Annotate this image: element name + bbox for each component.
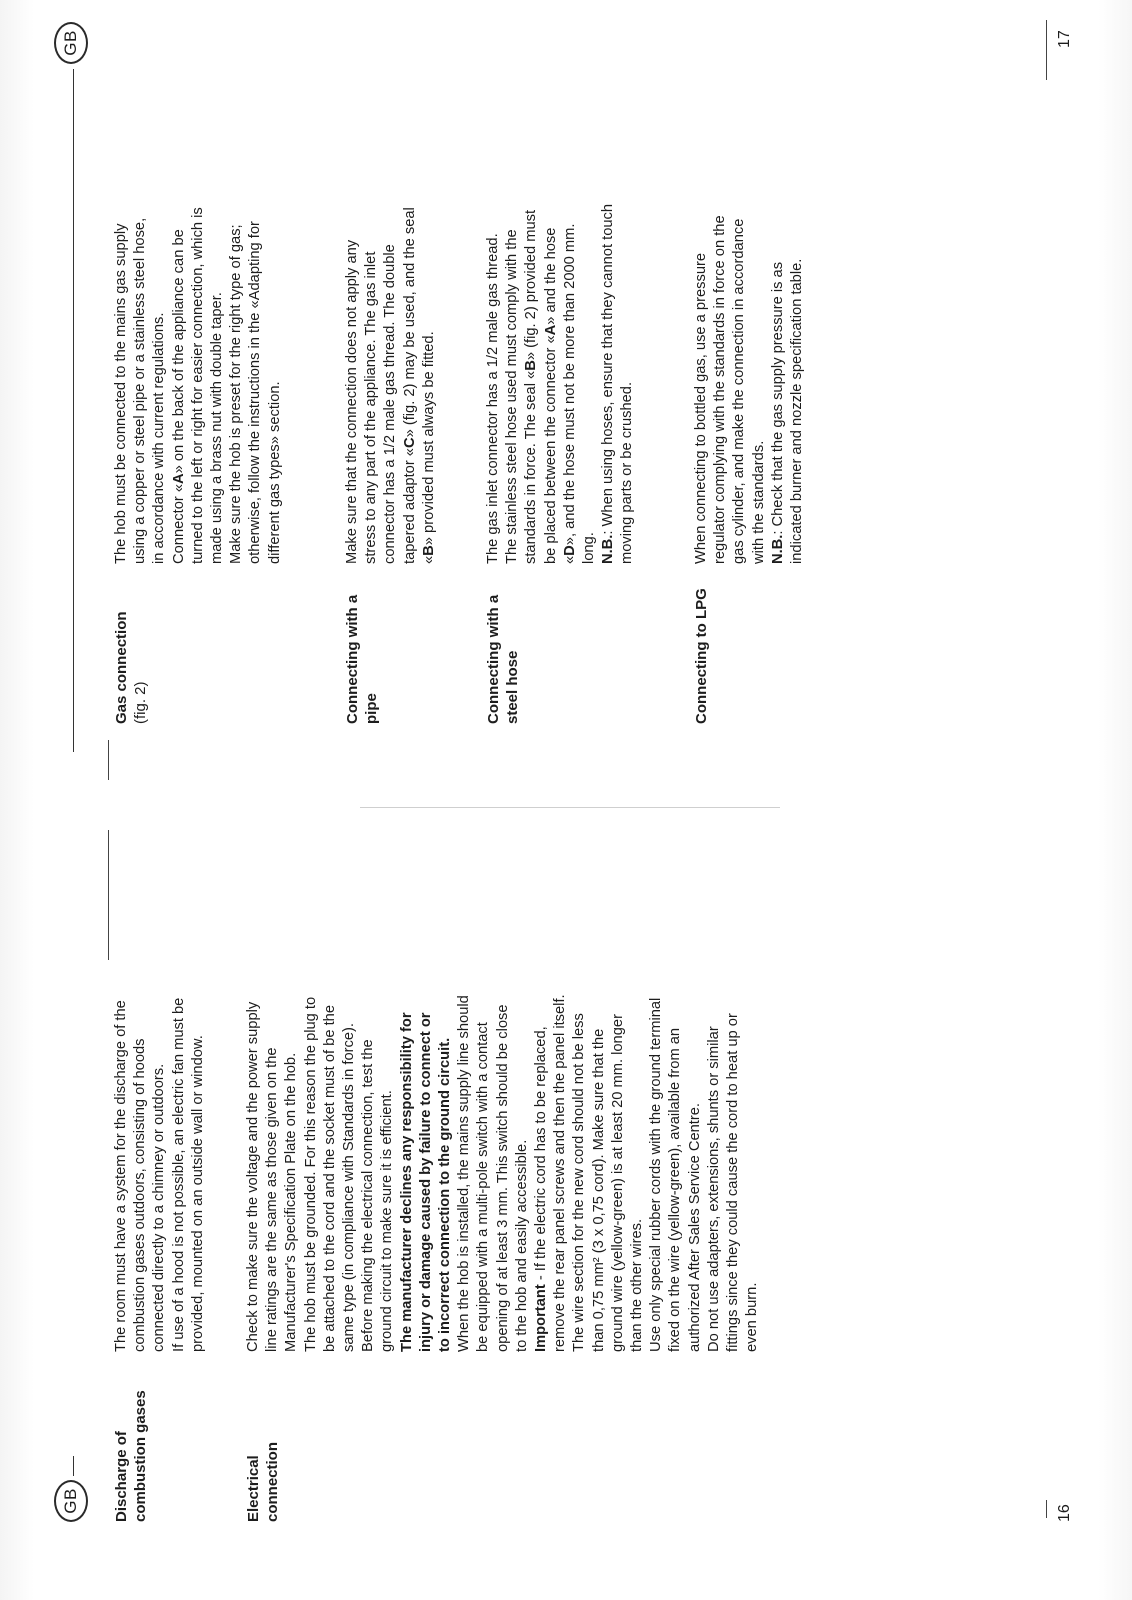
text-run: Check to make sure the voltage and the power supply [245,1001,261,1352]
text-run: turned to the left or right for easier connection, which is [189,207,206,564]
section-body [244,994,762,1352]
text-run: than 0,75 mm² (3 x 0,75 cord). Make sure that the [590,1028,607,1352]
text-run: Manufacturer's Specification Plate on the hob. [283,1052,300,1352]
text-line [359,994,378,1352]
text-line [150,207,169,564]
section-heading: Electrical connection [245,1441,281,1522]
text-line [246,207,265,564]
section-heading: Connecting with a steel hose [485,594,521,724]
text-run: be equipped with a multi-pole switch with a contact [475,1022,492,1352]
text-run: When the hob is installed, the mains supply line should [456,995,473,1352]
text-run: The stainless steel hose used must comply with the [504,229,521,564]
text-run: connected directly to a chimney or outdoors. [151,1063,168,1352]
text-line [590,994,609,1352]
bottom-rule [1046,1500,1047,1518]
text-line [112,998,131,1352]
text-run: long. [581,532,598,564]
text-run: : When using hoses, ensure that they cannot touch [600,203,617,535]
section-heading: Connecting with a pipe [344,594,380,724]
bold-run: B [420,545,437,556]
text-line [705,994,724,1352]
text-line [343,207,362,564]
text-run: same type (in compliance with Standards in force). [341,1023,358,1352]
section-heading: Discharge of combustion gases [113,1390,149,1522]
text-line [131,998,150,1352]
text-line [599,204,618,564]
text-run: indicated burner and nozzle specification table. [789,258,806,564]
text-line [420,207,439,564]
page-number: 17 [1056,30,1073,48]
text-line [570,994,589,1352]
text-line [494,994,513,1352]
text-run: The gas inlet connector has a 1/2 male gas thread. [485,233,501,564]
text-line [189,998,208,1352]
text-run: to the hob and easily accessible. [513,1139,530,1352]
text-line [170,998,189,1352]
text-line [561,204,580,564]
section-body [343,207,439,564]
bold-run: The manufacturer declines any responsibility for [398,1012,415,1352]
text-line [474,994,493,1352]
text-run: combustion gases outdoors, consisting of hoods [132,1038,149,1352]
text-run: Make sure the hob is preset for the right type of gas; [228,224,245,564]
text-line [730,215,749,564]
text-line [743,994,762,1352]
text-run: otherwise, follow the instructions in the «Adapting for [247,221,264,564]
text-run: », and the hose must not be more than 2000 mm. [561,223,578,546]
text-line [484,204,503,564]
page-17 [0,0,1132,780]
bold-run: B [523,360,540,371]
gutter-shadow [360,807,780,808]
section-body [112,998,208,1352]
text-run: provided, mounted on an outside wall or window. [189,1035,206,1352]
section-body [112,207,285,564]
text-run: » on the back of the appliance can be [170,229,187,474]
bold-run: Important [533,1284,550,1352]
bold-run: A [170,473,187,484]
text-line [362,207,381,564]
text-run: authorized After Sales Service Centre. [686,1103,703,1352]
header-rule [73,69,74,752]
heading-figure-ref: (fig. 2) [132,681,149,724]
text-run: Do not use adapters, extensions, shunts or similar [705,1026,722,1352]
text-line [417,994,436,1352]
bottom-rule [1046,20,1047,80]
text-run: When connecting to bottled gas, use a pressure [693,252,709,564]
heading-title: Gas connection [113,611,130,724]
bold-run: to incorrect connection to the ground circuit. [437,1037,454,1352]
text-run: using a copper or steel pipe or a stainless steel hose, [132,217,149,564]
text-run: with the standards. [750,440,767,564]
text-run: different gas types» section. [266,381,283,564]
text-run: made using a brass nut with double taper. [209,292,226,564]
text-line [340,994,359,1352]
text-line [551,994,570,1352]
text-run: « [420,555,437,564]
text-run: stress to any part of the appliance. The gas inlet [363,251,380,564]
text-run: be placed between the connector « [542,335,559,564]
text-line [436,994,455,1352]
text-line [282,994,301,1352]
text-run: » (fig. 2) may be used, and the seal [401,207,418,438]
text-run: : Check that the gas supply pressure is as [769,261,786,535]
text-run: » provided must always be fitted. [420,331,437,546]
text-line [227,207,246,564]
text-line [112,207,131,564]
text-line [302,994,321,1352]
text-line [503,204,522,564]
text-run: standards in force. The seal « [523,370,540,564]
text-run: » and the hose [542,227,559,325]
bold-run: C [401,437,418,449]
text-line [609,994,628,1352]
text-run: Use only special rubber cords with the ground terminal [648,997,665,1352]
text-run: gas cylinder, and make the connection in accordance [731,218,748,564]
text-line [263,994,282,1352]
text-line [711,215,730,564]
text-line [455,994,474,1352]
top-rule [108,740,109,780]
text-line [769,215,788,564]
text-line [513,994,532,1352]
text-line [170,207,189,564]
text-run: tapered adaptor « [401,448,418,564]
text-run: line ratings are the same as those given on the [264,1047,281,1352]
page-number: 16 [1056,1504,1073,1522]
gb-badge: GB [54,1480,88,1522]
text-run: remove the rear panel screws and then the panel itself. [552,994,569,1352]
text-line [398,994,417,1352]
text-run: opening of at least 3 mm. This switch should be close [494,1004,511,1352]
section-heading [112,574,150,724]
bold-run: N.B. [600,534,617,564]
text-line [750,215,769,564]
text-line [522,204,541,564]
text-run: connector has a 1/2 male gas thread. The double [382,244,399,564]
text-run: Before making the electrical connection, test the [360,1039,377,1352]
bold-run: N.B. [769,534,786,564]
text-run: even burn. [744,1282,761,1352]
text-line [788,215,807,564]
text-line [321,994,340,1352]
text-line [618,204,637,564]
text-line [131,207,150,564]
bold-run: injury or damage caused by failure to connect or [417,1012,434,1352]
text-run: than the other wires. [629,1218,646,1352]
text-line [532,994,551,1352]
text-run: in accordance with current regulations. [151,312,168,564]
text-line [647,994,666,1352]
section-heading: Connecting to LPG [693,588,710,724]
text-line [378,994,397,1352]
text-run: ground circuit to make sure it is efficient. [379,1090,396,1352]
text-run: fittings since they could cause the cord to heat up or [725,1013,742,1352]
text-run: Make sure that the connection does not apply any [344,239,360,564]
text-line [686,994,705,1352]
text-run: - If the electric cord has to be replaced, [533,1026,550,1285]
bold-run: A [542,324,559,336]
text-line [189,207,208,564]
text-run: fixed on the wire (yellow-green), available from an [667,1027,684,1352]
text-run: regulator complying with the standards in force on the [712,215,729,564]
text-run: Connector « [170,483,187,564]
text-line [692,215,711,564]
text-line [150,998,169,1352]
text-line [542,204,561,564]
text-run: The wire section for the new cord should not be less [571,1013,588,1352]
text-run: » (fig. 2) provided must [523,209,540,361]
text-line [244,994,263,1352]
text-run: If use of a hood is not possible, an electric fan must be [170,997,187,1352]
text-run: The hob must be connected to the mains gas supply [113,223,129,564]
text-line [208,207,227,564]
text-line [724,994,743,1352]
text-run: ground wire (yellow-green) is at least 20 mm. longer [609,1014,626,1352]
section-body [692,215,807,564]
text-line [580,204,599,564]
gb-badge: GB [54,22,88,64]
header-rule [73,1456,74,1476]
text-run: The room must have a system for the discharge of the [113,1000,129,1352]
section-body [484,204,638,564]
bold-run: D [561,545,578,556]
text-run: « [561,555,578,564]
text-line [401,207,420,564]
top-rule [108,830,109,960]
text-run: The hob must be grounded. For this reason the plug to [302,996,319,1352]
text-line [628,994,647,1352]
text-run: moving parts or be crushed. [619,381,636,564]
text-line [381,207,400,564]
text-run: be attached to the cord and the socket must of be the [321,1004,338,1352]
text-line [666,994,685,1352]
page-16 [0,820,1132,1600]
text-line [266,207,285,564]
